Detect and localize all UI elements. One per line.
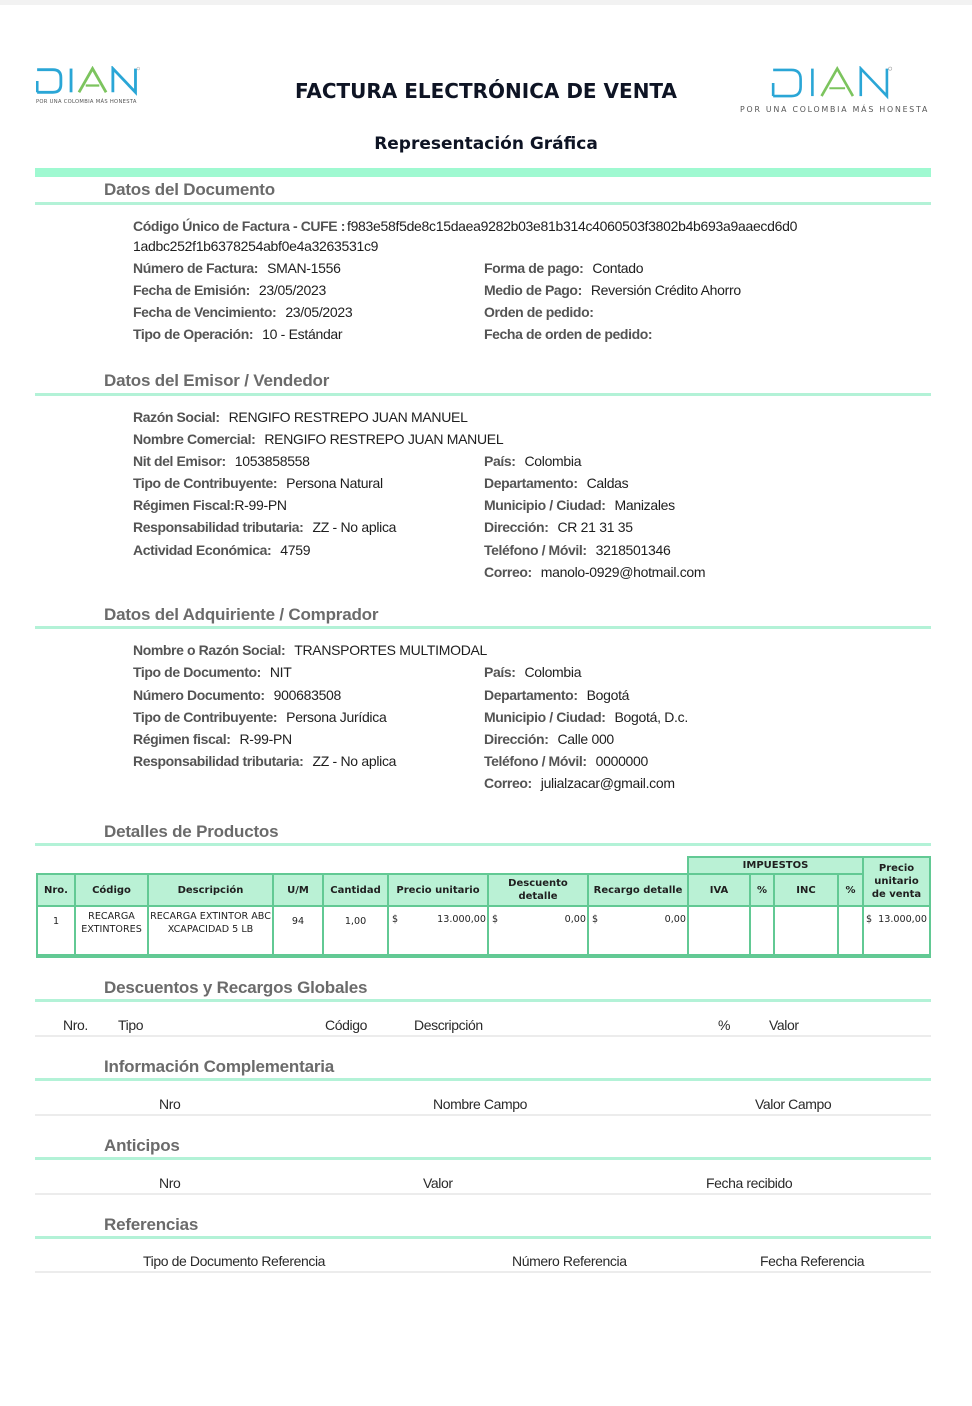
field-telefono <box>484 542 670 558</box>
cell-codigo: RECARGA EXTINTORES <box>75 906 148 956</box>
field-orden-pedido <box>484 304 603 320</box>
field-value: Persona Jurídica <box>286 709 387 725</box>
header-inc-pct: % <box>838 874 863 906</box>
column-header-fecha-recibido: Fecha recibido <box>706 1175 793 1191</box>
field-numero-documento <box>133 687 341 703</box>
column-header-tipo-documento: Tipo de Documento Referencia <box>143 1253 326 1269</box>
field-value: Persona Natural <box>286 475 383 491</box>
field-label: Régimen fiscal: <box>133 731 231 747</box>
column-header-porcentaje: % <box>718 1017 731 1033</box>
currency-symbol: $ <box>866 914 873 925</box>
field-value: RENGIFO RESTREPO JUAN MANUEL <box>264 431 504 447</box>
cell-iva <box>688 906 750 956</box>
field-label: Tipo de Contribuyente: <box>133 709 278 725</box>
field-fecha-vencimiento <box>133 304 352 320</box>
row-divider <box>35 1035 931 1037</box>
header-descuento: Descuento detalle <box>488 874 588 906</box>
cell-recargo <box>588 906 688 956</box>
section-heading-adquiriente: Datos del Adquiriente / Comprador <box>104 605 379 624</box>
field-label: Municipio / Ciudad: <box>484 497 606 513</box>
field-pais <box>484 664 581 680</box>
field-value: Bogotá, D.c. <box>614 709 688 725</box>
field-departamento <box>484 687 629 703</box>
cell-descripcion: RECARGA EXTINTOR ABC XCAPACIDAD 5 LB <box>148 906 273 956</box>
field-label: Número Documento: <box>133 687 265 703</box>
field-departamento <box>484 475 628 491</box>
field-value: Manizales <box>614 497 675 513</box>
section-heading-descuentos: Descuentos y Recargos Globales <box>104 978 368 997</box>
section-heading-documento: Datos del Documento <box>104 180 275 199</box>
field-label: Nombre o Razón Social: <box>133 642 286 658</box>
section-heading-emisor: Datos del Emisor / Vendedor <box>104 371 330 390</box>
header-um: U/M <box>273 874 323 906</box>
column-header-nombre-campo: Nombre Campo <box>433 1096 528 1112</box>
field-label: Fecha de Emisión: <box>133 282 250 298</box>
field-value: julialzacar@gmail.com <box>540 775 675 791</box>
field-regimen-fiscal <box>133 497 287 513</box>
header-iva-pct: % <box>750 874 774 906</box>
field-regimen-fiscal <box>133 731 292 747</box>
section-heading-referencias: Referencias <box>104 1215 199 1234</box>
field-label: Fecha de orden de pedido: <box>484 326 653 342</box>
field-cufe <box>133 218 797 234</box>
header-band <box>35 168 931 177</box>
field-direccion <box>484 731 614 747</box>
section-heading-complementaria: Información Complementaria <box>104 1057 335 1076</box>
field-pais <box>484 453 581 469</box>
column-header-descripcion: Descripción <box>414 1017 483 1033</box>
field-label: Fecha de Vencimiento: <box>133 304 277 320</box>
column-header-fecha-referencia: Fecha Referencia <box>760 1253 865 1269</box>
column-header-nro: Nro <box>159 1096 181 1112</box>
field-value: 4759 <box>280 542 311 558</box>
section-divider <box>35 843 931 846</box>
field-value: R-99-PN <box>234 497 287 513</box>
field-value: Caldas <box>586 475 629 491</box>
header-impuestos: IMPUESTOS <box>688 857 863 874</box>
document-subtitle: Representación Gráfica <box>374 134 598 154</box>
field-label: Responsabilidad tributaria: <box>133 519 304 535</box>
field-label: Departamento: <box>484 475 578 491</box>
row-divider <box>35 1271 931 1273</box>
table-row <box>37 906 930 956</box>
field-tipo-contribuyente <box>133 709 386 725</box>
header-inc: INC <box>774 874 838 906</box>
field-value: 10 - Estándar <box>262 326 343 342</box>
column-header-valor-campo: Valor Campo <box>755 1096 832 1112</box>
field-label: Forma de pago: <box>484 260 584 276</box>
field-value: Bogotá <box>586 687 630 703</box>
field-value: ZZ - No aplica <box>312 519 397 535</box>
section-divider <box>35 1078 931 1081</box>
field-value: Reversión Crédito Ahorro <box>590 282 741 298</box>
field-label: Código Único de Factura - CUFE : <box>133 218 345 234</box>
cell-inc <box>774 906 838 956</box>
amount: 13.000,00 <box>878 914 927 925</box>
field-value: Contado <box>592 260 644 276</box>
field-forma-pago <box>484 260 643 276</box>
field-label: Dirección: <box>484 519 549 535</box>
field-actividad-economica <box>133 542 310 558</box>
header-recargo: Recargo detalle <box>588 874 688 906</box>
field-value: 0000000 <box>595 753 649 769</box>
field-telefono <box>484 753 648 769</box>
field-tipo-contribuyente <box>133 475 383 491</box>
field-label: Tipo de Operación: <box>133 326 254 342</box>
logo-tagline: POR UNA COLOMBIA MÁS HONESTA <box>36 99 137 105</box>
header-nro: Nro. <box>37 874 75 906</box>
field-label: Dirección: <box>484 731 549 747</box>
field-value: 1053858558 <box>234 453 310 469</box>
cell-cantidad: 1,00 <box>323 906 388 956</box>
field-label: Tipo de Contribuyente: <box>133 475 278 491</box>
cell-um: 94 <box>273 906 323 956</box>
field-cufe-cont <box>133 238 378 254</box>
field-label: Tipo de Documento: <box>133 664 261 680</box>
field-value: Colombia <box>524 453 582 469</box>
field-value: RENGIFO RESTREPO JUAN MANUEL <box>228 409 468 425</box>
field-value: SMAN-1556 <box>267 260 341 276</box>
field-label: Teléfono / Móvil: <box>484 753 587 769</box>
field-label: Nombre Comercial: <box>133 431 256 447</box>
field-label: Responsabilidad tributaria: <box>133 753 304 769</box>
field-value: NIT <box>269 664 292 680</box>
field-value: TRANSPORTES MULTIMODAL <box>294 642 488 658</box>
cell-descuento <box>488 906 588 956</box>
field-value: ZZ - No aplica <box>312 753 397 769</box>
cell-inc-pct <box>838 906 863 956</box>
top-bar <box>0 0 972 5</box>
section-divider <box>35 626 931 629</box>
table-header-spacer <box>37 857 688 874</box>
column-header-codigo: Código <box>325 1017 367 1033</box>
header-precio-unitario: Precio unitario <box>388 874 488 906</box>
field-label: Nit del Emisor: <box>133 453 226 469</box>
column-header-valor: Valor <box>423 1175 453 1191</box>
field-label: Régimen Fiscal: <box>133 497 235 513</box>
field-numero-factura <box>133 260 341 276</box>
field-municipio <box>484 497 675 513</box>
field-responsabilidad <box>133 519 396 535</box>
field-fecha-orden-pedido <box>484 326 661 342</box>
header-iva: IVA <box>688 874 750 906</box>
field-tipo-operacion <box>133 326 342 342</box>
field-value: R-99-PN <box>239 731 292 747</box>
field-label: Correo: <box>484 564 532 580</box>
column-header-nro: Nro <box>159 1175 181 1191</box>
field-tipo-documento <box>133 664 292 680</box>
field-value: manolo-0929@hotmail.com <box>540 564 706 580</box>
field-nit-emisor <box>133 453 310 469</box>
field-value: 900683508 <box>273 687 342 703</box>
logo-tagline: POR UNA COLOMBIA MÁS HONESTA <box>740 105 930 114</box>
header-descripcion: Descripción <box>148 874 273 906</box>
field-value: 23/05/2023 <box>258 282 326 298</box>
section-divider <box>35 393 931 396</box>
field-label: Actividad Económica: <box>133 542 272 558</box>
field-value: 23/05/2023 <box>285 304 353 320</box>
field-label: Razón Social: <box>133 409 220 425</box>
currency-symbol: $ <box>592 914 599 925</box>
field-value: CR 21 31 35 <box>557 519 633 535</box>
cell-precio-unitario <box>388 906 488 956</box>
row-divider <box>35 1114 931 1116</box>
section-divider <box>35 202 931 205</box>
header-cantidad: Cantidad <box>323 874 388 906</box>
field-value: Colombia <box>524 664 582 680</box>
column-header-valor: Valor <box>769 1017 799 1033</box>
section-heading-productos: Detalles de Productos <box>104 822 279 841</box>
header-codigo: Código <box>75 874 148 906</box>
currency-symbol: $ <box>392 914 399 925</box>
field-value: 3218501346 <box>595 542 671 558</box>
currency-symbol: $ <box>492 914 499 925</box>
field-label: Municipio / Ciudad: <box>484 709 606 725</box>
amount: 13.000,00 <box>437 914 486 925</box>
field-label: Número de Factura: <box>133 260 259 276</box>
field-razon-social <box>133 642 487 658</box>
field-label: Medio de Pago: <box>484 282 582 298</box>
field-label: País: <box>484 453 516 469</box>
field-municipio <box>484 709 688 725</box>
field-nombre-comercial <box>133 431 503 447</box>
field-label: País: <box>484 664 516 680</box>
products-table <box>36 856 931 958</box>
field-fecha-emision <box>133 282 326 298</box>
field-label: Teléfono / Móvil: <box>484 542 587 558</box>
document-title: FACTURA ELECTRÓNICA DE VENTA <box>294 79 677 103</box>
field-correo <box>484 775 675 791</box>
field-value: Calle 000 <box>557 731 614 747</box>
column-header-numero-referencia: Número Referencia <box>512 1253 627 1269</box>
section-heading-anticipos: Anticipos <box>104 1136 180 1155</box>
field-value: 1adbc252f1b6378254abf0e4a3263531c9 <box>133 238 379 254</box>
section-divider <box>35 999 931 1002</box>
field-label: Orden de pedido: <box>484 304 594 320</box>
field-label: Departamento: <box>484 687 578 703</box>
column-header-nro: Nro. <box>63 1017 88 1033</box>
cell-iva-pct <box>750 906 774 956</box>
cell-nro: 1 <box>37 906 75 956</box>
field-label: Correo: <box>484 775 532 791</box>
field-razon-social <box>133 409 468 425</box>
amount: 0,00 <box>564 914 586 925</box>
cell-precio-venta <box>863 906 930 956</box>
field-correo <box>484 564 705 580</box>
section-divider <box>35 1157 931 1160</box>
field-responsabilidad <box>133 753 396 769</box>
header-precio-venta: Precio unitario de venta <box>863 857 930 906</box>
amount: 0,00 <box>664 914 686 925</box>
section-divider <box>35 1236 931 1239</box>
field-medio-pago <box>484 282 741 298</box>
field-value: f983e58f5de8c15daea9282b03e81b314c4060503f3802b4b693a9aaecd6d0 <box>346 218 798 234</box>
row-divider <box>35 1193 931 1195</box>
field-direccion <box>484 519 633 535</box>
column-header-tipo: Tipo <box>118 1017 144 1033</box>
